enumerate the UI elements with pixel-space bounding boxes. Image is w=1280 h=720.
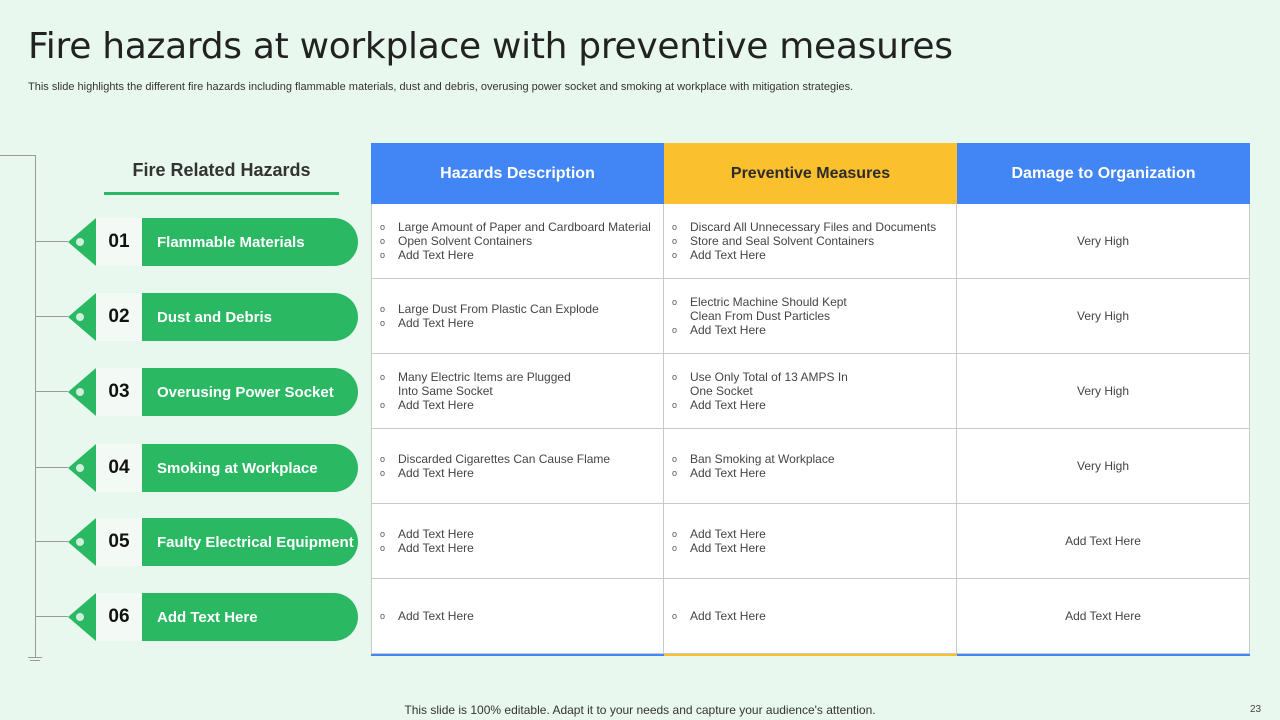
bullet-text: Clean From Dust Particles <box>690 309 831 323</box>
hazard-connector <box>36 467 68 468</box>
bullet-text: Add Text Here <box>690 541 766 555</box>
bullet-text: Large Dust From Plastic Can Explode <box>398 302 599 316</box>
table-header-row <box>371 143 1250 204</box>
bullet-text: Discard All Unnecessary Files and Documents <box>690 220 937 234</box>
bullet-icon: o <box>380 318 386 328</box>
bullet-text: Open Solvent Containers <box>398 234 533 248</box>
bullet-text: Add Text Here <box>690 323 766 337</box>
bullet-text: Add Text Here <box>690 609 766 623</box>
bullet-text: Many Electric Items are Plugged <box>398 370 571 384</box>
bullet-line <box>380 220 663 234</box>
bullet-icon: o <box>380 454 386 464</box>
bullet-line <box>672 609 956 623</box>
page-number: 23 <box>1250 704 1262 715</box>
cell-description <box>371 279 664 354</box>
bullet-icon: o <box>672 400 678 410</box>
bullet-line <box>380 302 663 316</box>
cell-description <box>371 204 664 279</box>
hazards-heading-underline <box>104 192 339 195</box>
bullet-text: Electric Machine Should Kept <box>690 295 847 309</box>
bullet-line <box>672 398 956 412</box>
bullet-text: Add Text Here <box>398 466 474 480</box>
bullet-line <box>380 609 663 623</box>
bullet-icon: o <box>672 222 678 232</box>
hazard-connector <box>36 616 68 617</box>
bullet-line <box>672 220 956 234</box>
bullet-text: Add Text Here <box>398 609 474 623</box>
hazard-item <box>36 218 366 266</box>
hazard-label: Faulty Electrical Equipment <box>142 518 358 566</box>
bullet-line <box>672 323 956 337</box>
table-body <box>371 204 1250 654</box>
bullet-line <box>672 248 956 262</box>
hazard-label: Flammable Materials <box>142 218 358 266</box>
bullet-text: Add Text Here <box>398 527 474 541</box>
cell-damage: Very High <box>957 354 1250 429</box>
bullet-icon: o <box>380 250 386 260</box>
bullet-line <box>380 398 663 412</box>
hazard-dot-icon <box>76 464 84 472</box>
cell-description <box>371 504 664 579</box>
table-row <box>371 579 1250 654</box>
bullet-text: Add Text Here <box>690 527 766 541</box>
bullet-icon: o <box>672 325 678 335</box>
bullet-line <box>380 541 663 555</box>
table-header-damage: Damage to Organization <box>957 143 1250 204</box>
table-header-description: Hazards Description <box>371 143 664 204</box>
bullet-text: Add Text Here <box>398 541 474 555</box>
hazard-number: 02 <box>96 293 142 341</box>
hazard-number: 05 <box>96 518 142 566</box>
bullet-line <box>380 234 663 248</box>
bullet-icon: o <box>380 372 386 382</box>
hazard-connector <box>36 541 68 542</box>
table-row <box>371 354 1250 429</box>
hazard-dot-icon <box>76 238 84 246</box>
bullet-icon: o <box>380 468 386 478</box>
tree-connector-top <box>0 155 36 156</box>
cell-measures <box>664 504 957 579</box>
cell-description <box>371 579 664 654</box>
bullet-text: Add Text Here <box>690 398 766 412</box>
hazard-label: Add Text Here <box>142 593 358 641</box>
hazard-number: 06 <box>96 593 142 641</box>
bullet-icon: o <box>672 372 678 382</box>
bullet-line <box>672 541 956 555</box>
bullet-line <box>672 234 956 248</box>
bullet-line <box>672 384 956 398</box>
hazard-dot-icon <box>76 613 84 621</box>
bullet-icon: o <box>380 304 386 314</box>
hazard-label: Dust and Debris <box>142 293 358 341</box>
hazard-connector <box>36 316 68 317</box>
hazard-dot-icon <box>76 388 84 396</box>
hazard-number: 01 <box>96 218 142 266</box>
bullet-text: Large Amount of Paper and Cardboard Material <box>398 220 651 234</box>
bullet-icon: o <box>380 222 386 232</box>
bullet-text: Into Same Socket <box>398 384 493 398</box>
cell-measures <box>664 279 957 354</box>
hazard-dot-icon <box>76 313 84 321</box>
cell-damage: Very High <box>957 204 1250 279</box>
bullet-icon: o <box>672 468 678 478</box>
hazard-number: 04 <box>96 444 142 492</box>
bullet-text: Add Text Here <box>690 466 766 480</box>
bullet-icon: o <box>672 529 678 539</box>
cell-description <box>371 354 664 429</box>
cell-measures <box>664 204 957 279</box>
bullet-line <box>380 452 663 466</box>
hazard-label: Overusing Power Socket <box>142 368 358 416</box>
hazard-item <box>36 444 366 492</box>
table-row <box>371 279 1250 354</box>
page-subtitle: This slide highlights the different fire hazards including flammable materials, dust and debris, overusing power socket and smoking at workplace with mitigation strategies. <box>28 81 854 93</box>
bullet-text: Add Text Here <box>398 248 474 262</box>
bullet-text: Use Only Total of 13 AMPS In <box>690 370 848 384</box>
hazards-heading: Fire Related Hazards <box>132 160 311 180</box>
footer-note: This slide is 100% editable. Adapt it to your needs and capture your audience's attention. <box>404 703 876 717</box>
hazards-table <box>371 143 1250 656</box>
bullet-text: Store and Seal Solvent Containers <box>690 234 875 248</box>
bullet-icon: o <box>672 543 678 553</box>
hazard-connector <box>36 241 68 242</box>
hazard-number: 03 <box>96 368 142 416</box>
bullet-line <box>672 452 956 466</box>
bullet-line <box>672 309 956 323</box>
bullet-icon: o <box>672 250 678 260</box>
bullet-line <box>380 248 663 262</box>
bullet-icon: o <box>380 529 386 539</box>
hazard-item <box>36 368 366 416</box>
bullet-text: Add Text Here <box>690 248 766 262</box>
bullet-icon: o <box>380 236 386 246</box>
bullet-line <box>380 384 663 398</box>
cell-damage: Add Text Here <box>957 504 1250 579</box>
tree-connector-base <box>28 657 42 658</box>
table-row <box>371 429 1250 504</box>
cell-description <box>371 429 664 504</box>
table-row <box>371 504 1250 579</box>
bullet-line <box>380 370 663 384</box>
bullet-text: Add Text Here <box>398 398 474 412</box>
bullet-text: Discarded Cigarettes Can Cause Flame <box>398 452 611 466</box>
bullet-text: Ban Smoking at Workplace <box>690 452 835 466</box>
cell-measures <box>664 354 957 429</box>
bullet-icon: o <box>380 400 386 410</box>
bullet-line <box>380 316 663 330</box>
bullet-line <box>672 295 956 309</box>
bullet-line <box>380 466 663 480</box>
table-header-measures: Preventive Measures <box>664 143 957 204</box>
table-bottom-accent <box>371 654 1250 656</box>
bullet-text: Add Text Here <box>398 316 474 330</box>
bullet-text: One Socket <box>690 384 753 398</box>
bullet-icon: o <box>672 236 678 246</box>
hazard-dot-icon <box>76 538 84 546</box>
hazard-item <box>36 293 366 341</box>
bullet-icon: o <box>380 611 386 621</box>
bullet-icon: o <box>672 297 678 307</box>
hazard-item <box>36 518 366 566</box>
bullet-icon: o <box>672 611 678 621</box>
tree-connector-base <box>30 660 40 661</box>
hazard-label: Smoking at Workplace <box>142 444 358 492</box>
cell-damage: Add Text Here <box>957 579 1250 654</box>
cell-measures <box>664 429 957 504</box>
cell-measures <box>664 579 957 654</box>
cell-damage: Very High <box>957 279 1250 354</box>
bullet-line <box>672 466 956 480</box>
cell-damage: Very High <box>957 429 1250 504</box>
page-title: Fire hazards at workplace with preventive measures <box>28 26 953 67</box>
bullet-line <box>672 527 956 541</box>
bullet-icon: o <box>672 454 678 464</box>
bullet-icon: o <box>380 543 386 553</box>
bullet-line <box>380 527 663 541</box>
hazard-item <box>36 593 366 641</box>
hazard-connector <box>36 391 68 392</box>
bullet-line <box>672 370 956 384</box>
table-row <box>371 204 1250 279</box>
